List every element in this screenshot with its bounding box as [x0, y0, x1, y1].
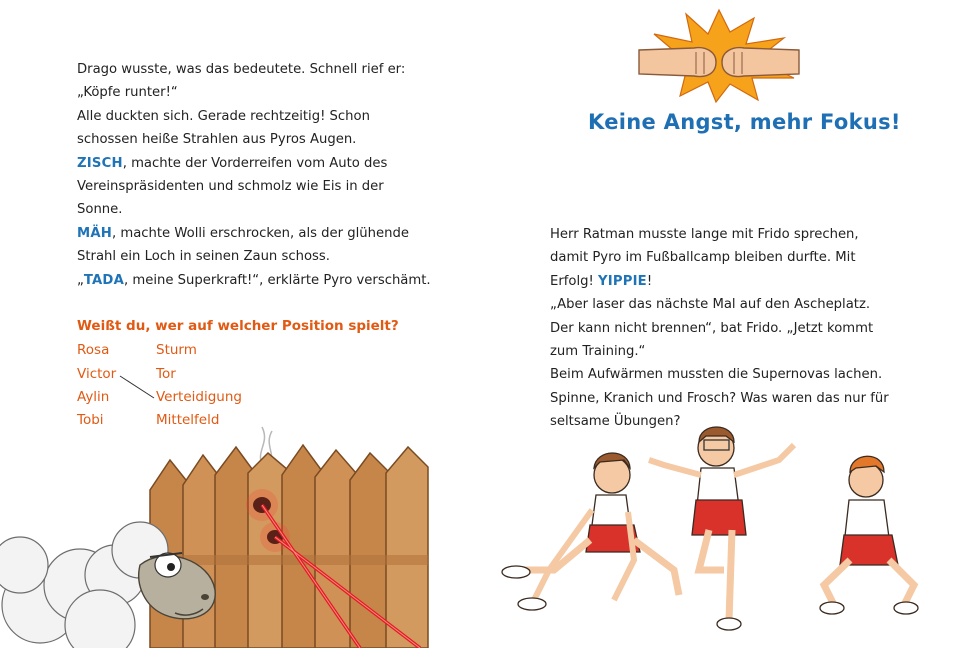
text-line: Der kann nicht brennen“, bat Frido. „Jetzt kommt	[550, 320, 874, 336]
text-line: Herr Ratman musste lange mit Frido sprechen,	[550, 227, 859, 242]
quiz-name: Tobi	[77, 412, 104, 428]
text-line: zum Training.“	[550, 343, 646, 359]
right-page	[479, 0, 957, 648]
quiz-position: Sturm	[156, 342, 197, 358]
sound-word-tada: TADA	[83, 272, 124, 288]
text-line: Alle duckten sich. Gerade rechtzeitig! Schon	[77, 108, 370, 124]
quiz-name: Rosa	[77, 342, 110, 358]
sound-word-zisch: ZISCH	[77, 155, 123, 171]
text-line: Drago wusste, was das bedeutete. Schnell rief er:	[77, 62, 406, 77]
right-story-text	[550, 223, 889, 434]
fist-bump-illustration	[634, 8, 804, 103]
text-line	[77, 152, 431, 175]
text-line	[77, 269, 431, 292]
kid-crane	[649, 427, 794, 630]
text-span: Erfolg!	[550, 273, 598, 289]
quiz-position: Mittelfeld	[156, 412, 220, 428]
text-span: , meine Superkraft!“, erklärte Pyro verschämt.	[123, 272, 431, 288]
sound-word-yippie: YIPPIE	[597, 273, 647, 289]
text-line	[550, 270, 889, 293]
sheep-fence-illustration	[0, 425, 478, 648]
text-line: seltsame Übungen?	[550, 414, 681, 430]
text-span: !	[646, 273, 653, 289]
quiz-name: Victor	[77, 366, 117, 382]
text-line: Sonne.	[77, 202, 123, 218]
text-line: damit Pyro im Fußballcamp bleiben durfte. Mit	[550, 250, 856, 266]
text-line: Vereinspräsidenten und schmolz wie Eis in der	[77, 178, 384, 194]
quiz-position: Tor	[156, 366, 176, 382]
text-span: , machte Wolli erschrocken, als der glühende	[111, 225, 409, 241]
quiz-position: Verteidigung	[156, 389, 242, 405]
text-line: „Köpfe runter!“	[77, 85, 178, 101]
text-span: „	[77, 272, 84, 288]
sound-word-maeh: MÄH	[77, 225, 112, 241]
kid-frog	[820, 456, 918, 614]
text-line: Spinne, Kranich und Frosch? Was waren das nur für	[550, 390, 889, 406]
quiz-name: Aylin	[77, 389, 110, 405]
left-story-text	[77, 58, 431, 292]
kids-warmup-illustration	[494, 420, 954, 635]
text-line: „Aber laser das nächste Mal auf den Ascheplatz.	[550, 297, 871, 313]
quiz-title: Weißt du, wer auf welcher Position spielt?	[77, 318, 399, 334]
quiz-connector-line	[118, 372, 158, 402]
kid-spider	[502, 453, 679, 610]
chapter-heading: Keine Angst, mehr Fokus!	[588, 110, 901, 134]
text-span: , machte der Vorderreifen vom Auto des	[122, 155, 388, 171]
text-line	[77, 222, 431, 245]
text-line: schossen heiße Strahlen aus Pyros Augen.	[77, 132, 357, 148]
text-line: Beim Aufwärmen mussten die Supernovas lachen.	[550, 367, 883, 383]
text-line: Strahl ein Loch in seinen Zaun schoss.	[77, 249, 330, 265]
left-page	[0, 0, 478, 648]
